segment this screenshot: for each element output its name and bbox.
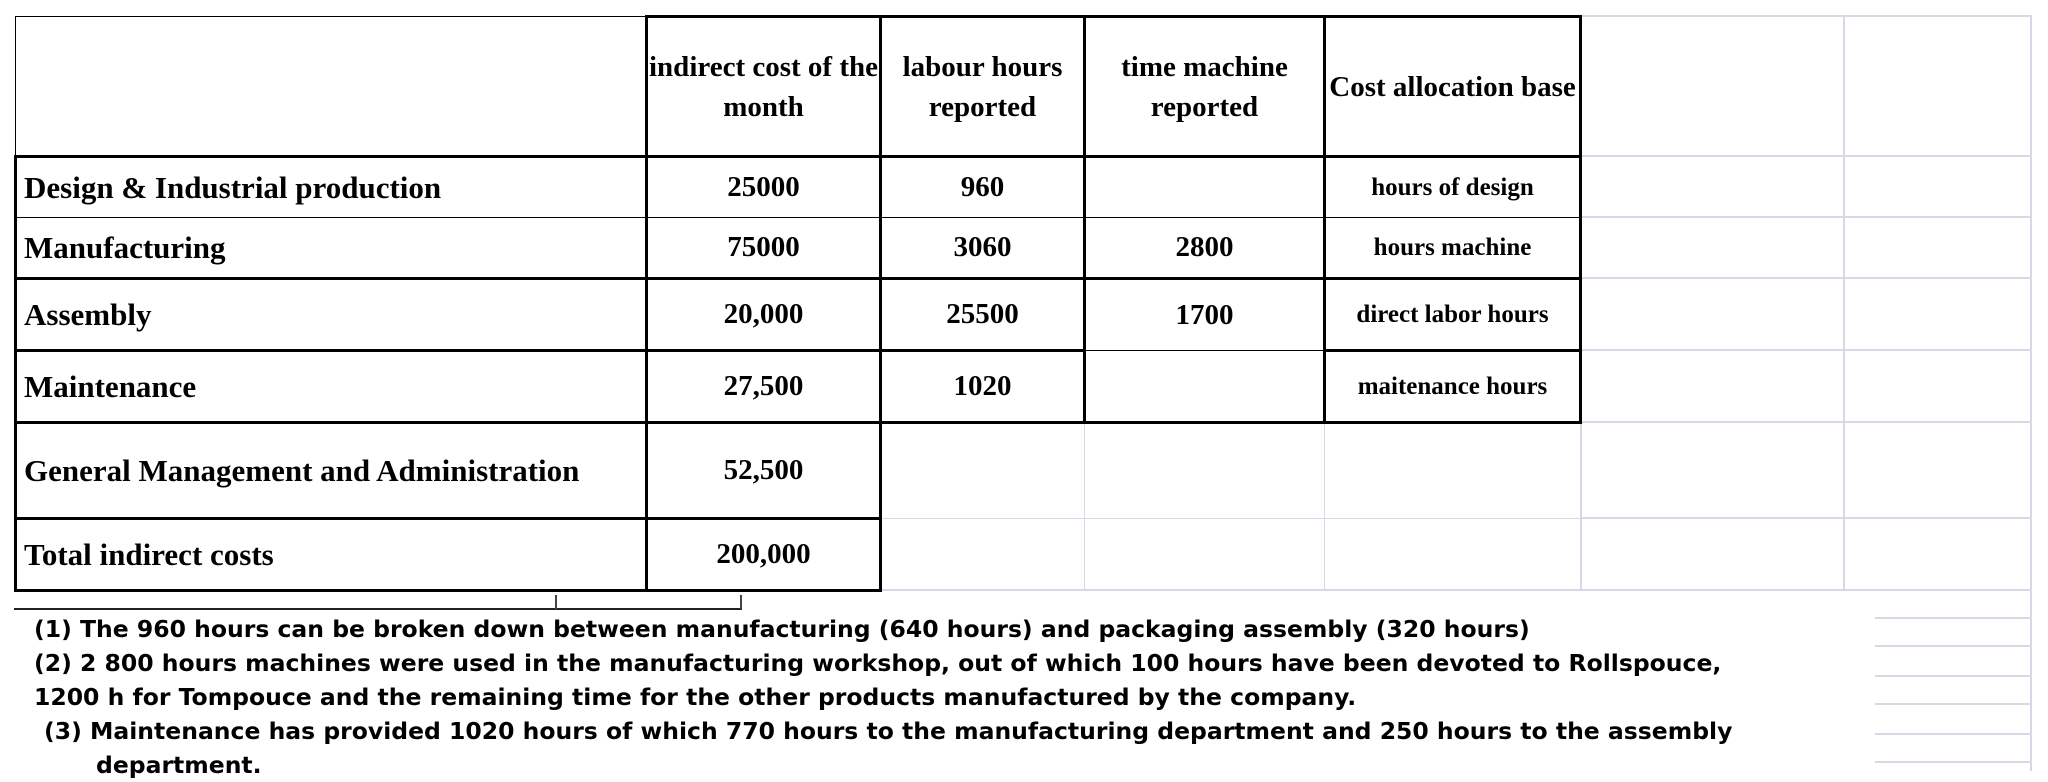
- allocation-base-value: maitenance hours: [1325, 351, 1581, 423]
- department-label: Total indirect costs: [16, 519, 647, 591]
- labour-hours-value: 960: [881, 157, 1085, 218]
- labour-hours-value: 1020: [881, 351, 1085, 423]
- footnote-3-line-1: (3) Maintenance has provided 1020 hours of which 770 hours to the manufacturing department and 250 hours to the assembly: [44, 717, 1733, 745]
- table-row: [16, 157, 1581, 218]
- indirect-cost-value: 25000: [647, 157, 881, 218]
- indirect-cost-value: 20,000: [647, 279, 881, 351]
- grid-row-line: [1580, 421, 2032, 423]
- header-allocation-base: Cost allocation base: [1325, 17, 1581, 157]
- header-time-machine: time machine reported: [1085, 17, 1325, 157]
- department-label: Manufacturing: [16, 218, 647, 279]
- grid-row-line: [1580, 277, 2032, 279]
- grid-row-line: [1580, 155, 2032, 157]
- table-row: [16, 351, 1581, 423]
- grid-row-line: [1875, 733, 2032, 735]
- empty-cell: [1085, 423, 1325, 519]
- table-row: [16, 423, 1581, 519]
- notes-divider: [14, 608, 742, 610]
- machine-time-value: 2800: [1085, 218, 1325, 279]
- allocation-base-value: hours of design: [1325, 157, 1581, 218]
- grid-row-line: [1875, 675, 2032, 677]
- department-label: Assembly: [16, 279, 647, 351]
- grid-row-line: [1875, 703, 2032, 705]
- empty-cell: [881, 519, 1085, 591]
- grid-row-line: [1875, 645, 2032, 647]
- empty-cell: [1085, 519, 1325, 591]
- machine-time-value: 1700: [1085, 279, 1325, 351]
- grid-row-line: [1580, 349, 2032, 351]
- footnote-2-line-2: 1200 h for Tompouce and the remaining time for the other products manufactured by the company.: [34, 683, 1357, 711]
- grid-column-line: [2030, 15, 2032, 771]
- table-row: [16, 218, 1581, 279]
- grid-row-line: [1875, 761, 2032, 763]
- grid-row-line: [1580, 15, 2032, 17]
- table-row: [16, 279, 1581, 351]
- indirect-cost-table: [14, 15, 1582, 592]
- footnote-3-line-2: department.: [96, 751, 262, 779]
- footnotes: [34, 612, 1864, 782]
- grid-row-line: [1580, 216, 2032, 218]
- department-label: Design & Industrial production: [16, 157, 647, 218]
- grid-row-line: [1580, 517, 2032, 519]
- empty-cell: [881, 423, 1085, 519]
- allocation-base-value: direct labor hours: [1325, 279, 1581, 351]
- machine-time-value: [1085, 351, 1325, 423]
- department-label: Maintenance: [16, 351, 647, 423]
- labour-hours-value: 3060: [881, 218, 1085, 279]
- footnote-1: (1) The 960 hours can be broken down between manufacturing (640 hours) and packaging assembly (320 hours): [34, 615, 1530, 643]
- header-row: [16, 17, 1581, 157]
- header-labour-hours: labour hours reported: [881, 17, 1085, 157]
- indirect-cost-value: 75000: [647, 218, 881, 279]
- machine-time-value: [1085, 157, 1325, 218]
- table-row: [16, 519, 1581, 591]
- indirect-cost-value: 27,500: [647, 351, 881, 423]
- header-indirect-cost: indirect cost of the month: [647, 17, 881, 157]
- footnote-2-line-1: (2) 2 800 hours machines were used in the manufacturing workshop, out of which 100 hours have been devoted to Rollspouce,: [34, 649, 1722, 677]
- allocation-base-value: hours machine: [1325, 218, 1581, 279]
- grid-column-line: [1843, 15, 1845, 590]
- empty-cell: [1325, 423, 1581, 519]
- notes-divider-tick: [740, 595, 742, 609]
- notes-divider-tick: [555, 595, 557, 609]
- indirect-cost-value: 200,000: [647, 519, 881, 591]
- labour-hours-value: 25500: [881, 279, 1085, 351]
- empty-cell: [1325, 519, 1581, 591]
- grid-row-line: [1875, 617, 2032, 619]
- header-cell-empty: [16, 17, 647, 157]
- indirect-cost-value: 52,500: [647, 423, 881, 519]
- department-label: General Management and Administration: [16, 423, 647, 519]
